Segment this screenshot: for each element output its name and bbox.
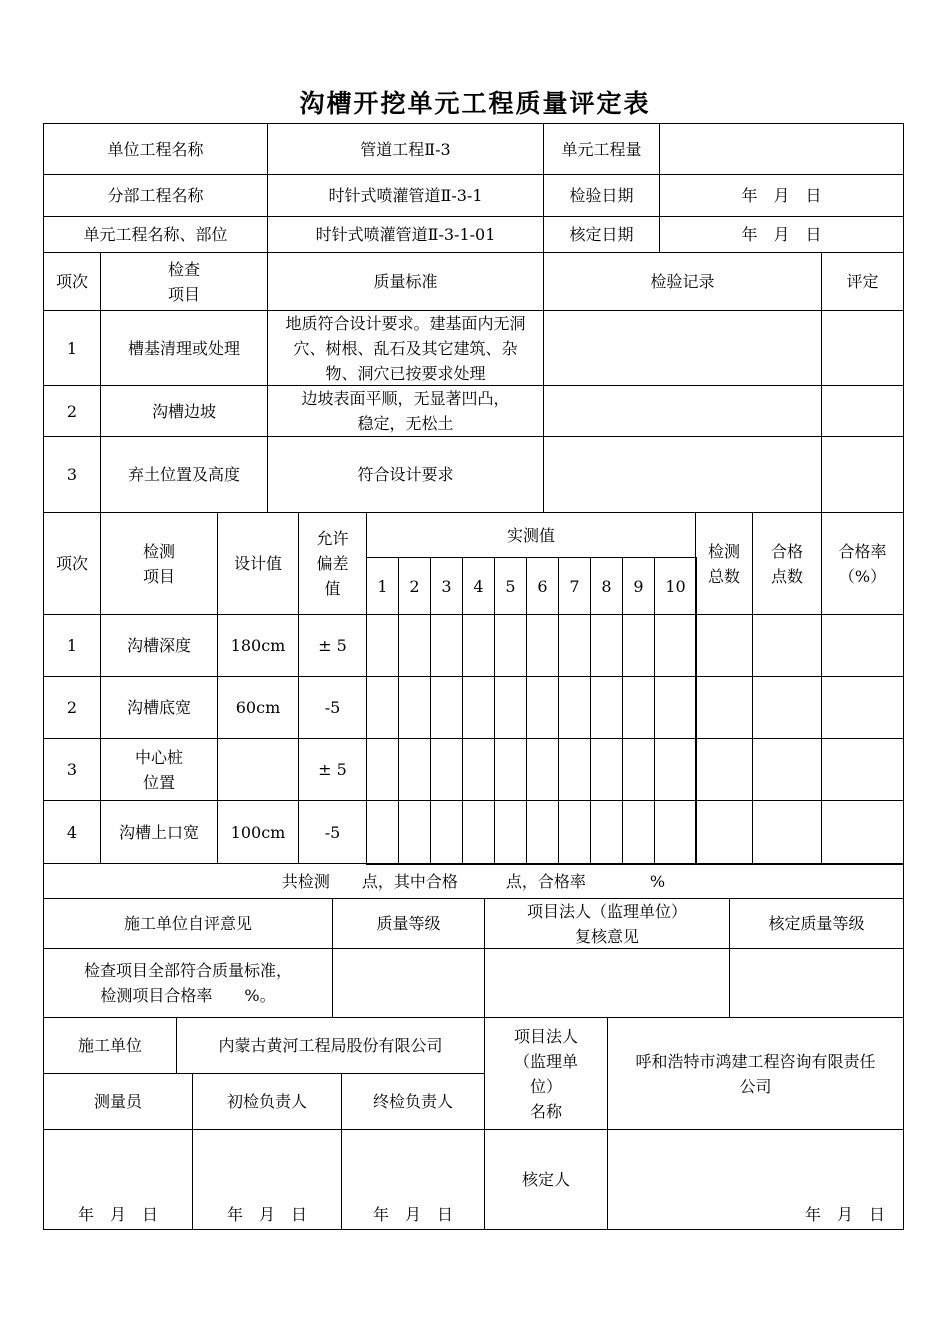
measure-row-design: 100cm: [217, 800, 299, 864]
measure-value-cell: [366, 800, 399, 865]
measure-stat-cell: [821, 800, 904, 865]
measure-value-cell: [398, 614, 431, 677]
inspection-header-record: 检验记录: [543, 252, 822, 311]
sub-project-label: 分部工程名称: [43, 174, 268, 217]
quality-assessment-table: [44, 124, 904, 1231]
owner-review-value: [484, 948, 730, 1018]
measure-point-header: 6: [526, 557, 559, 615]
verifier-label: 核定人: [484, 1129, 608, 1230]
verify-grade-value: [729, 948, 904, 1018]
measure-header-passed: 合格 点数: [752, 512, 822, 615]
measure-point-header: 7: [558, 557, 591, 615]
measure-point-header: 10: [654, 557, 697, 615]
contractor-name: 内蒙古黄河工程局股份有限公司: [176, 1017, 485, 1074]
measure-header-total: 检测 总数: [695, 512, 753, 615]
measure-stat-cell: [752, 800, 822, 865]
inspection-row-rating: [821, 436, 904, 513]
measure-row-tolerance: -5: [298, 676, 367, 739]
measure-stat-cell: [821, 738, 904, 801]
self-assessment-text: 检查项目全部符合质量标准， 检测项目合格率 %。: [43, 948, 333, 1018]
measure-value-cell: [430, 800, 463, 865]
measure-row-no: 2: [43, 676, 101, 739]
owner-label: 项目法人 （监理单 位） 名称: [484, 1017, 608, 1130]
measure-stat-cell: [695, 738, 753, 801]
measure-value-cell: [430, 738, 463, 801]
measure-stat-cell: [695, 800, 753, 865]
measure-value-cell: [590, 738, 623, 801]
verify-date-value: 年 月 日: [659, 216, 904, 253]
measure-value-cell: [558, 738, 591, 801]
final-inspector-date: 年 月 日: [341, 1129, 485, 1230]
measure-stat-cell: [695, 676, 753, 739]
measure-value-cell: [494, 738, 527, 801]
measure-value-cell: [366, 738, 399, 801]
measure-value-cell: [366, 676, 399, 739]
measure-stat-cell: [695, 614, 753, 677]
measure-value-cell: [526, 800, 559, 865]
inspection-row-item: 沟槽边坡: [100, 385, 268, 437]
measure-value-cell: [654, 614, 697, 677]
element-value: 时针式喷灌管道Ⅱ-3-1-01: [267, 216, 544, 253]
measure-header-tolerance: 允许 偏差 值: [298, 512, 367, 615]
inspection-row-rating: [821, 310, 904, 386]
measure-stat-cell: [821, 614, 904, 677]
measure-stat-cell: [821, 676, 904, 739]
measure-point-header: 4: [462, 557, 495, 615]
measure-value-cell: [398, 800, 431, 865]
unit-project-label: 单位工程名称: [43, 123, 268, 175]
inspection-row-item: 弃土位置及高度: [100, 436, 268, 513]
inspection-row-no: 1: [43, 310, 101, 386]
measure-stat-cell: [752, 614, 822, 677]
inspection-row-record: [543, 310, 822, 386]
inspection-row-no: 2: [43, 385, 101, 437]
surveyor-label: 测量员: [43, 1073, 193, 1130]
contractor-label: 施工单位: [43, 1017, 177, 1074]
inspection-row-standard: 符合设计要求: [267, 436, 544, 513]
first-inspector-date: 年 月 日: [192, 1129, 342, 1230]
measure-row-item: 沟槽深度: [100, 614, 218, 677]
measure-row-design: 180cm: [217, 614, 299, 677]
measure-header-item: 检测 项目: [100, 512, 218, 615]
measure-value-cell: [430, 676, 463, 739]
measure-value-cell: [526, 676, 559, 739]
inspection-header-no: 项次: [43, 252, 101, 311]
measure-value-cell: [558, 614, 591, 677]
measure-value-cell: [654, 800, 697, 865]
measure-value-cell: [526, 614, 559, 677]
measure-value-cell: [462, 614, 495, 677]
measure-value-cell: [590, 614, 623, 677]
measurement-summary: 共检测 点，其中合格 点，合格率 %: [43, 863, 904, 899]
measure-header-design: 设计值: [217, 512, 299, 615]
measure-value-cell: [494, 614, 527, 677]
measure-row-tolerance: ± 5: [298, 738, 367, 801]
measure-point-header: 8: [590, 557, 623, 615]
measure-value-cell: [526, 738, 559, 801]
inspection-row-item: 槽基清理或处理: [100, 310, 268, 386]
measure-value-cell: [430, 614, 463, 677]
owner-name: 呼和浩特市鸿建工程咨询有限责任 公司: [607, 1017, 904, 1130]
measure-point-header: 2: [398, 557, 431, 615]
owner-review-label: 项目法人（监理单位） 复核意见: [484, 898, 730, 949]
measure-row-tolerance: -5: [298, 800, 367, 864]
measure-value-cell: [494, 676, 527, 739]
element-label: 单元工程名称、部位: [43, 216, 268, 253]
measure-value-cell: [558, 800, 591, 865]
inspect-date-value: 年 月 日: [659, 174, 904, 217]
measure-value-cell: [622, 800, 655, 865]
sub-project-value: 时针式喷灌管道Ⅱ-3-1: [267, 174, 544, 217]
measure-row-no: 4: [43, 800, 101, 864]
measure-value-cell: [366, 614, 399, 677]
measure-value-cell: [462, 800, 495, 865]
measure-row-design: [217, 738, 299, 801]
measure-value-cell: [654, 738, 697, 801]
measure-row-item: 中心桩 位置: [100, 738, 218, 801]
measure-value-cell: [558, 676, 591, 739]
quality-grade-value: [332, 948, 485, 1018]
final-inspector-label: 终检负责人: [341, 1073, 485, 1130]
measure-value-cell: [494, 800, 527, 865]
verify-grade-label: 核定质量等级: [729, 898, 904, 949]
first-inspector-label: 初检负责人: [192, 1073, 342, 1130]
measure-row-item: 沟槽底宽: [100, 676, 218, 739]
measure-point-header: 5: [494, 557, 527, 615]
page-title: 沟槽开挖单元工程质量评定表: [299, 89, 651, 118]
inspection-header-rating: 评定: [821, 252, 904, 311]
measure-header-no: 项次: [43, 512, 101, 615]
quality-grade-label: 质量等级: [332, 898, 485, 949]
measure-value-cell: [622, 614, 655, 677]
measure-row-item: 沟槽上口宽: [100, 800, 218, 864]
measure-value-cell: [654, 676, 697, 739]
measure-value-cell: [622, 738, 655, 801]
measure-stat-cell: [752, 738, 822, 801]
measure-row-design: 60cm: [217, 676, 299, 739]
measure-row-tolerance: ± 5: [298, 614, 367, 677]
surveyor-date: 年 月 日: [43, 1129, 193, 1230]
measure-value-cell: [590, 800, 623, 865]
measure-value-cell: [398, 676, 431, 739]
measure-point-header: 1: [366, 557, 399, 615]
measure-header-rate: 合格率 （%）: [821, 512, 904, 615]
inspection-row-no: 3: [43, 436, 101, 513]
unit-quantity-value: [659, 123, 904, 175]
measure-row-no: 3: [43, 738, 101, 801]
inspection-header-item: 检查 项目: [100, 252, 268, 311]
measure-value-cell: [590, 676, 623, 739]
measure-row-no: 1: [43, 614, 101, 677]
measure-point-header: 9: [622, 557, 655, 615]
inspection-row-record: [543, 436, 822, 513]
measure-value-cell: [462, 738, 495, 801]
verifier-date: 年 月 日: [607, 1129, 904, 1230]
measure-value-cell: [622, 676, 655, 739]
inspect-date-label: 检验日期: [543, 174, 660, 217]
inspection-row-record: [543, 385, 822, 437]
inspection-row-rating: [821, 385, 904, 437]
verify-date-label: 核定日期: [543, 216, 660, 253]
measure-stat-cell: [752, 676, 822, 739]
measure-value-cell: [462, 676, 495, 739]
unit-quantity-label: 单元工程量: [543, 123, 660, 175]
inspection-row-standard: 地质符合设计要求。建基面内无洞穴、树根、乱石及其它建筑、杂物、洞穴已按要求处理: [267, 310, 544, 386]
measure-header-measured: 实测值: [366, 512, 696, 558]
inspection-row-standard: 边坡表面平顺，无显著凹凸， 稳定，无松土: [267, 385, 544, 437]
measure-value-cell: [398, 738, 431, 801]
inspection-header-standard: 质量标准: [267, 252, 544, 311]
self-assessment-label: 施工单位自评意见: [43, 898, 333, 949]
measure-point-header: 3: [430, 557, 463, 615]
unit-project-value: 管道工程Ⅱ-3: [267, 123, 544, 175]
